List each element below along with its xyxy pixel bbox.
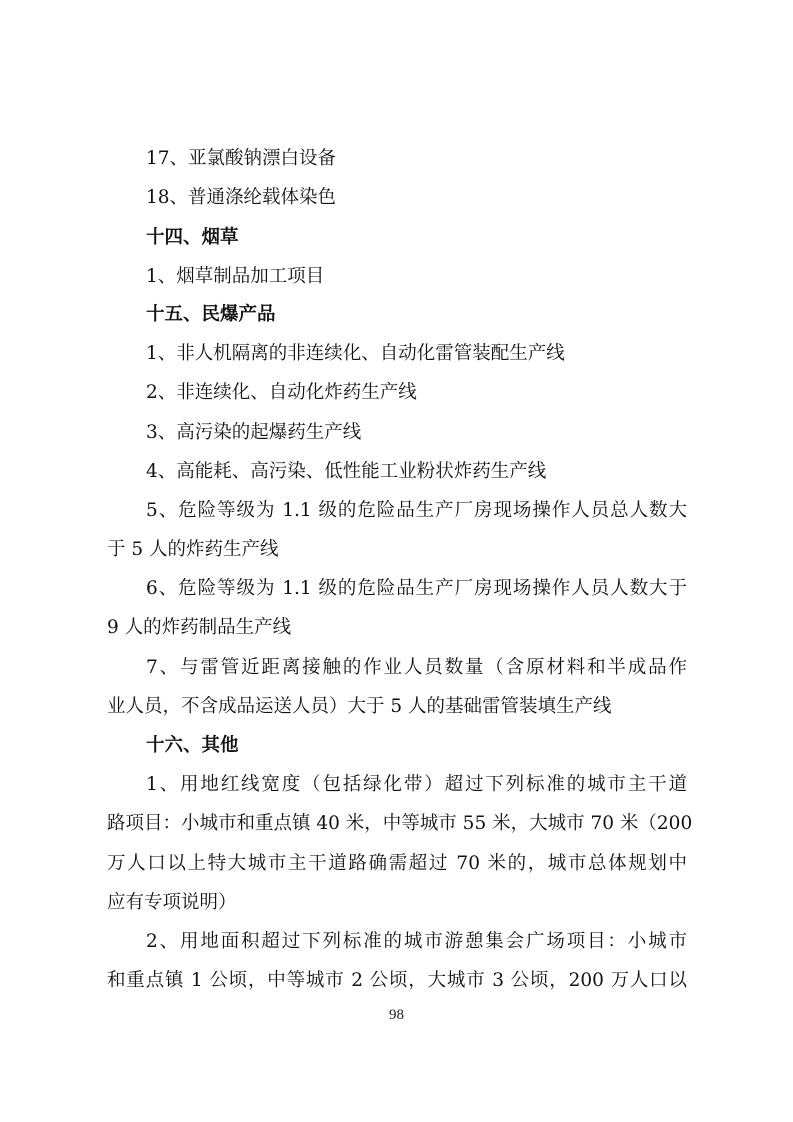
section-heading: 十六、其他 <box>146 735 239 756</box>
list-item-continuation: 业人员，不含成品运送人员）大于 5 人的基础雷管装填生产线 <box>107 696 612 717</box>
list-item-continuation: 和重点镇 1 公顷，中等城市 2 公顷，大城市 3 公顷，200 万人口以 <box>107 970 687 991</box>
list-item: 6、危险等级为 1.1 级的危险品生产厂房现场操作人员人数大于 <box>146 578 687 599</box>
list-item-continuation: 9 人的炸药制品生产线 <box>107 617 292 638</box>
list-item: 3、高污染的起爆药生产线 <box>146 422 362 443</box>
list-item-continuation: 于 5 人的炸药生产线 <box>107 539 279 560</box>
list-item: 2、非连续化、自动化炸药生产线 <box>146 382 417 403</box>
list-item: 17、亚氯酸钠漂白设备 <box>146 148 337 169</box>
list-item: 7、与雷管近距离接触的作业人员数量（含原材料和半成品作 <box>146 657 687 678</box>
list-item: 4、高能耗、高污染、低性能工业粉状炸药生产线 <box>146 461 547 482</box>
list-item-continuation: 应有专项说明） <box>107 892 237 913</box>
list-item: 1、非人机隔离的非连续化、自动化雷管装配生产线 <box>146 343 565 364</box>
list-item: 2、用地面积超过下列标准的城市游憩集会广场项目：小城市 <box>146 931 687 952</box>
list-item: 18、普通涤纶载体染色 <box>146 187 337 208</box>
list-item-continuation: 万人口以上特大城市主干道路确需超过 70 米的，城市总体规划中 <box>107 853 687 874</box>
list-item: 1、烟草制品加工项目 <box>146 266 325 287</box>
page-number: 98 <box>389 1007 404 1023</box>
section-heading: 十五、民爆产品 <box>146 304 276 325</box>
list-item: 1、用地红线宽度（包括绿化带）超过下列标准的城市主干道 <box>146 774 687 795</box>
section-heading: 十四、烟草 <box>146 227 239 248</box>
list-item-continuation: 路项目：小城市和重点镇 40 米，中等城市 55 米，大城市 70 米（200 <box>107 813 693 834</box>
list-item: 5、危险等级为 1.1 级的危险品生产厂房现场操作人员总人数大 <box>146 500 687 521</box>
